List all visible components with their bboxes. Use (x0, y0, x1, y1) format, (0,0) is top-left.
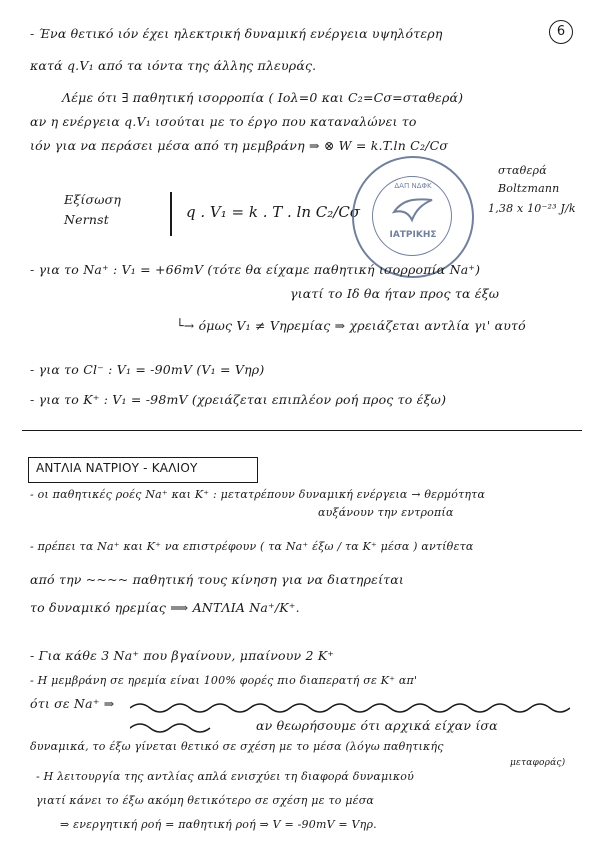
equation-label: Nernst (64, 212, 109, 227)
note-line: - Η μεμβράνη σε ηρεμία είναι 100% φορές πιο διαπερατή σε K⁺ απ' (30, 674, 418, 687)
note-line: δυναμικά, το έξω γίνεται θετικό σε σχέση με το μέσα (λόγω παθητικής (30, 740, 444, 753)
note-line: αυξάνουν την εντροπία (318, 506, 454, 519)
note-line: - οι παθητικές ροές Na⁺ και K⁺ : μετατρέπουν δυναμική ενέργεια → θερμότητα (30, 488, 486, 501)
note-line: από την ~~~~ παθητική τους κίνηση για να διατηρείται (30, 572, 405, 587)
seal-bottom-text: ΙΑΤΡΙΚΗΣ (389, 230, 437, 240)
stamp-seal (352, 156, 474, 278)
seal-top-text: ΔΑΠ ΝΔΦΚ (394, 182, 432, 190)
note-line: └→ όμως V₁ ≠ Vηρεμίας ⇒ χρειάζεται αντλία γι' αυτό (176, 318, 526, 333)
note-annotation: Boltzmann (498, 182, 560, 195)
note-line: αν η ενέργεια q.V₁ ισούται με το έργο που καταναλώνει το (30, 114, 417, 129)
note-line: αν θεωρήσουμε ότι αρχικά είχαν ίσα (256, 718, 498, 733)
nernst-equation: q . V₁ = k . T . ln C₂/Cσ (186, 203, 361, 221)
note-line: - για το Na⁺ : V₁ = +66mV (τότε θα είχαμε παθητική ισορροπία Na⁺) (30, 262, 481, 277)
note-line: Λέμε ότι ∃ παθητική ισορροπία ( Iολ=0 και C₂=Cσ=σταθερά) (62, 90, 464, 105)
note-line: - Ένα θετικό ιόν έχει ηλεκτρική δυναμική ενέργεια υψηλότερη (30, 26, 443, 41)
note-line: το δυναμικό ηρεμίας ⟹ ΑΝΤΛΙΑ Na⁺/K⁺. (30, 600, 300, 615)
note-line: - Η λειτουργία της αντλίας απλά ενισχύει τη διαφορά δυναμικού (36, 770, 414, 783)
note-annotation: σταθερά (498, 164, 547, 177)
note-line: ⇒ ενεργητική ροή = παθητική ροή ⇒ V = -90mV = Vηρ. (60, 818, 377, 831)
note-line: ότι σε Na⁺ ⇒ (30, 696, 115, 711)
note-line: κατά q.V₁ από τα ιόντα της άλλης πλευράς. (30, 58, 317, 73)
note-line: γιατί το Iδ θα ήταν προς τα έξω (290, 286, 500, 301)
note-line: - πρέπει τα Na⁺ και K⁺ να επιστρέφουν ( τα Na⁺ έξω / τα K⁺ μέσα ) αντίθετα (30, 540, 474, 553)
section-divider (22, 430, 582, 431)
section-title: ΑΝΤΛΙΑ ΝΑΤΡΙΟΥ - ΚΑΛΙΟΥ (36, 461, 198, 475)
page-number: 6 (549, 20, 573, 44)
note-line: γιατί κάνει το έξω ακόμη θετικότερο σε σχέση με το μέσα (36, 794, 375, 807)
note-annotation: μεταφοράς) (510, 758, 566, 768)
note-annotation: 1,38 x 10⁻²³ J/k (488, 202, 576, 215)
note-line: - για το Cl⁻ : V₁ = -90mV (V₁ = Vηρ) (30, 362, 265, 377)
note-line: - για το K⁺ : V₁ = -98mV (χρειάζεται επιπλέον ροή προς το έξω) (30, 392, 447, 407)
note-line: - Για κάθε 3 Na⁺ που βγαίνουν, μπαίνουν 2 K⁺ (30, 648, 335, 663)
bird-logo-icon (392, 194, 434, 224)
note-line: ιόν για να περάσει μέσα από τη μεμβράνη ⇒ ⊗ W = k.T.ln C₂/Cσ (30, 138, 449, 153)
equation-label: Εξίσωση (64, 192, 122, 207)
